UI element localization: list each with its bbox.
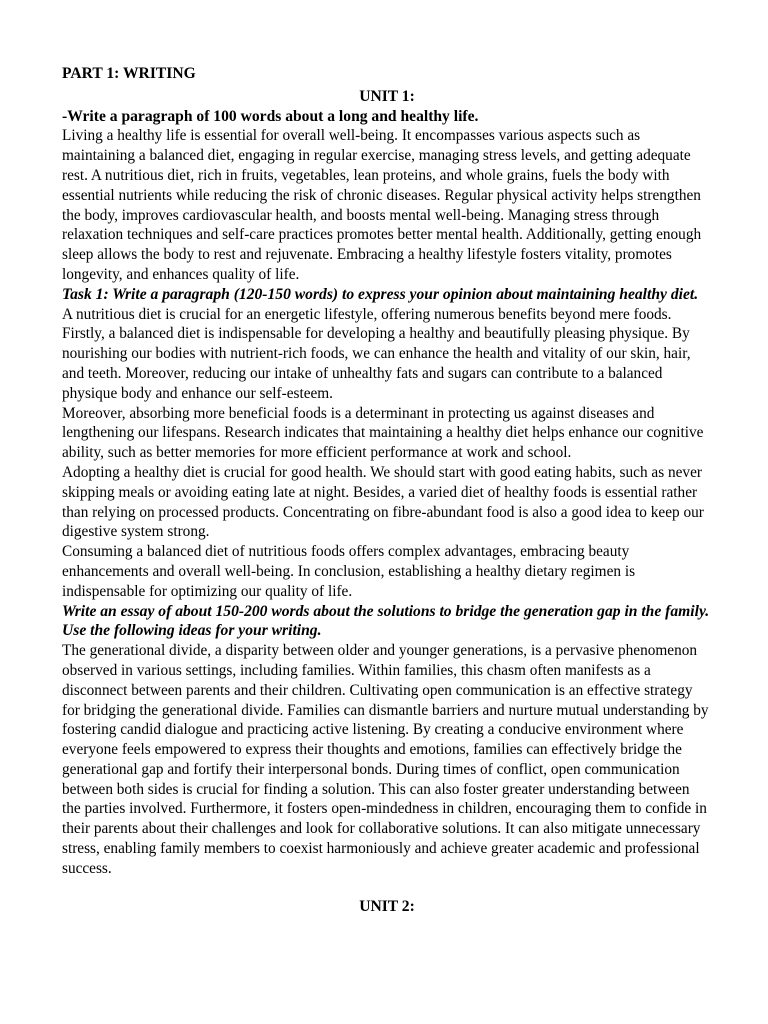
- essay-paragraph: The generational divide, a disparity between older and younger generations, is a pervasive phenomenon observed in various settings, including families. Within families, this chasm often manifests as a disconnect between parents and their children. Cultivating open communication is an effective strategy for bridging the generational divide. Families can dismantle barriers and nurture mutual understanding by fostering candid dialogue and practicing active listening. By creating a conducive environment where everyone feels empowered to express their thoughts and emotions, families can effectively bridge the generational gap and fortify their interpersonal bonds. During times of conflict, open communication between both sides is crucial for finding a solution. This can also foster greater understanding between the parties involved. Furthermore, it fosters open-mindedness in children, encouraging them to confide in their parents about their challenges and look for collaborative solutions. It can also mitigate unnecessary stress, enabling family members to coexist harmoniously and achieve greater academic and professional success.: [62, 642, 709, 877]
- part-title: PART 1: WRITING: [62, 65, 196, 82]
- section-1-heading: -Write a paragraph of 100 words about a long and healthy life.: [62, 107, 479, 125]
- unit-2-title: UNIT 2:: [359, 897, 415, 915]
- essay-heading: Write an essay of about 150-200 words about the solutions to bridge the generation gap in the family. Use the following ideas for your writing.: [62, 602, 710, 640]
- task-1-heading: Task 1: Write a paragraph (120-150 words) to express your opinion about maintaining healthy diet.: [62, 285, 699, 303]
- task-1-paragraph: Consuming a balanced diet of nutritious foods offers complex advantages, embracing beauty enhancements and overall well-being. In conclusion, establishing a healthy dietary regimen is indispensable for optimizing our quality of life.: [62, 543, 636, 600]
- document-page: [62, 64, 712, 916]
- section-1-paragraph: Living a healthy life is essential for overall well-being. It encompasses various aspects such as maintaining a balanced diet, engaging in regular exercise, managing stress levels, and getting adequate rest. A nutritious diet, rich in fruits, vegetables, lean proteins, and whole grains, fuels the body with essential nutrients while reducing the risk of chronic diseases. Regular physical activity helps strengthen the body, improves cardiovascular health, and boosts mental well-being. Managing stress through relaxation techniques and self-care practices promotes better mental health. Additionally, getting enough sleep allows the body to rest and rejuvenate. Embracing a healthy lifestyle fosters vitality, promotes longevity, and enhances quality of life.: [62, 127, 702, 283]
- task-1-paragraph: Adopting a healthy diet is crucial for good health. We should start with good eating habits, such as never skipping meals or avoiding eating late at night. Besides, a varied diet of healthy foods is essential rather than relying on processed products. Concentrating on fibre-abundant food is also a good idea to keep our digestive system strong.: [62, 463, 704, 541]
- task-1-paragraph: A nutritious diet is crucial for an energetic lifestyle, offering numerous benefits beyond mere foods.: [62, 305, 672, 323]
- unit-1-title: UNIT 1:: [359, 87, 415, 105]
- task-1-paragraph: Firstly, a balanced diet is indispensable for developing a healthy and beautifully pleasing physique. By nourishing our bodies with nutrient-rich foods, we can enhance the health and vitality of our skin, hair, and teeth. Moreover, reducing our intake of unhealthy fats and sugars can contribute to a balanced physique body and enhance our self-esteem.: [62, 325, 691, 402]
- task-1-paragraph: Moreover, absorbing more beneficial foods is a determinant in protecting us against diseases and lengthening our lifespans. Research indicates that maintaining a healthy diet helps enhance our cognitive ability, such as better memories for more efficient performance at work and school.: [62, 404, 704, 462]
